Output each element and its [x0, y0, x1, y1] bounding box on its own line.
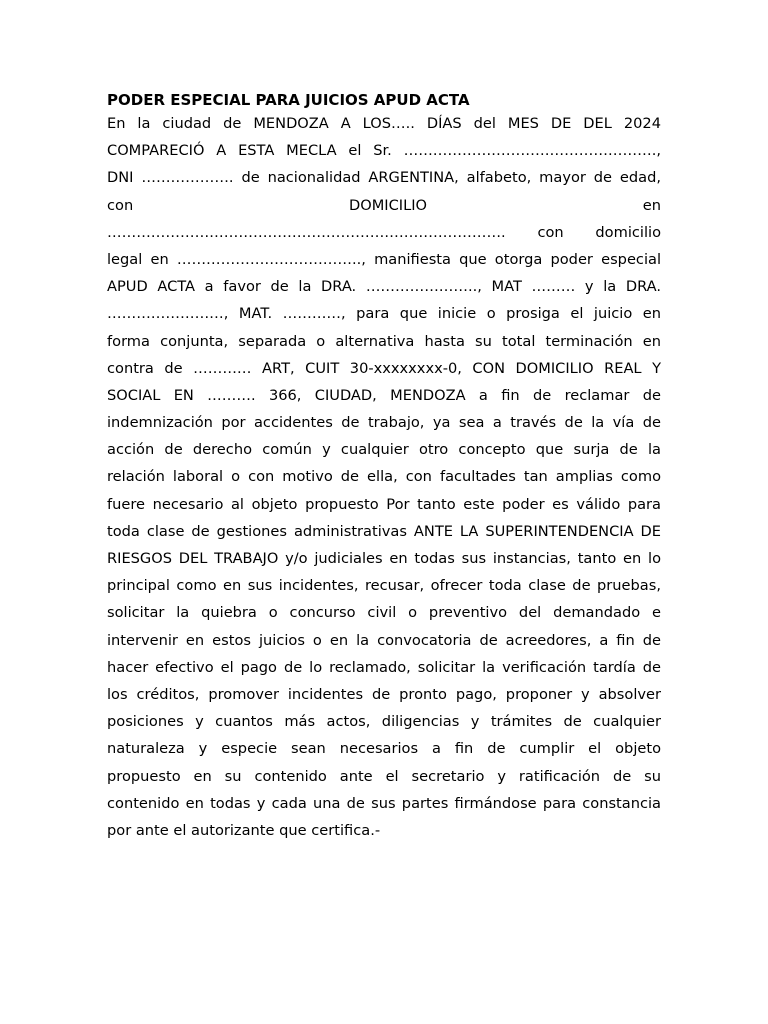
body-line: posiciones y cuantos más actos, diligencias y trámites de cualquier — [107, 713, 661, 731]
body-line: hacer efectivo el pago de lo reclamado, solicitar la verificación tardía de — [107, 658, 661, 676]
body-line: naturaleza y especie sean necesarios a fin de cumplir el objeto — [107, 740, 661, 758]
body-line: solicitar la quiebra o concurso civil o preventivo del demandado e — [107, 604, 661, 622]
body-line: propuesto en su contenido ante el secretario y ratificación de su — [107, 767, 661, 785]
document-body — [107, 110, 661, 844]
body-line: RIESGOS DEL TRABAJO y/o judiciales en todas sus instancias, tanto en lo — [107, 550, 661, 567]
document-title: PODER ESPECIAL PARA JUICIOS APUD ACTA — [107, 91, 470, 109]
body-line: con DOMICILIO en — [107, 196, 661, 214]
body-line-last: por ante el autorizante que certifica.- — [107, 821, 381, 839]
body-line: SOCIAL EN ………. 366, CIUDAD, MENDOZA a fin de reclamar de — [107, 386, 661, 404]
body-line: En la ciudad de MENDOZA A LOS….. DÍAS del MES DE DEL 2024 — [107, 115, 661, 132]
body-line: fuere necesario al objeto propuesto Por tanto este poder es válido para — [107, 495, 661, 513]
body-line: los créditos, promover incidentes de pronto pago, proponer y absolver — [107, 685, 661, 703]
body-line: acción de derecho común y cualquier otro concepto que surja de la — [107, 441, 661, 459]
body-line: relación laboral o con motivo de ella, con facultades tan amplias como — [107, 468, 661, 486]
body-line: forma conjunta, separada o alternativa hasta su total terminación en — [107, 332, 661, 350]
body-line: intervenir en estos juicios o en la convocatoria de acreedores, a fin de — [107, 631, 661, 649]
body-line: contra de ………… ART, CUIT 30-xxxxxxxx-0, CON DOMICILIO REAL Y — [107, 359, 661, 377]
body-line: contenido en todas y cada una de sus partes firmándose para constancia — [107, 794, 661, 812]
body-line: toda clase de gestiones administrativas ANTE LA SUPERINTENDENCIA DE — [107, 522, 661, 540]
body-line: ……………………, MAT. …………, para que inicie o prosiga el juicio en — [107, 305, 661, 323]
body-line: indemnización por accidentes de trabajo, ya sea a través de la vía de — [107, 414, 661, 432]
body-line: ………………………………………………………………………. con domicilio — [107, 223, 661, 241]
body-line: legal en ……………………………….., manifiesta que otorga poder especial — [107, 250, 661, 268]
body-line: APUD ACTA a favor de la DRA. ………………….., MAT ……… y la DRA. — [107, 278, 661, 296]
body-line: principal como en sus incidentes, recusar, ofrecer toda clase de pruebas, — [107, 577, 661, 595]
body-line: DNI ………………. de nacionalidad ARGENTINA, alfabeto, mayor de edad, — [107, 169, 661, 187]
document-page — [107, 90, 661, 844]
body-line: COMPARECIÓ A ESTA MECLA el Sr. ……………………………………………., — [107, 142, 661, 160]
